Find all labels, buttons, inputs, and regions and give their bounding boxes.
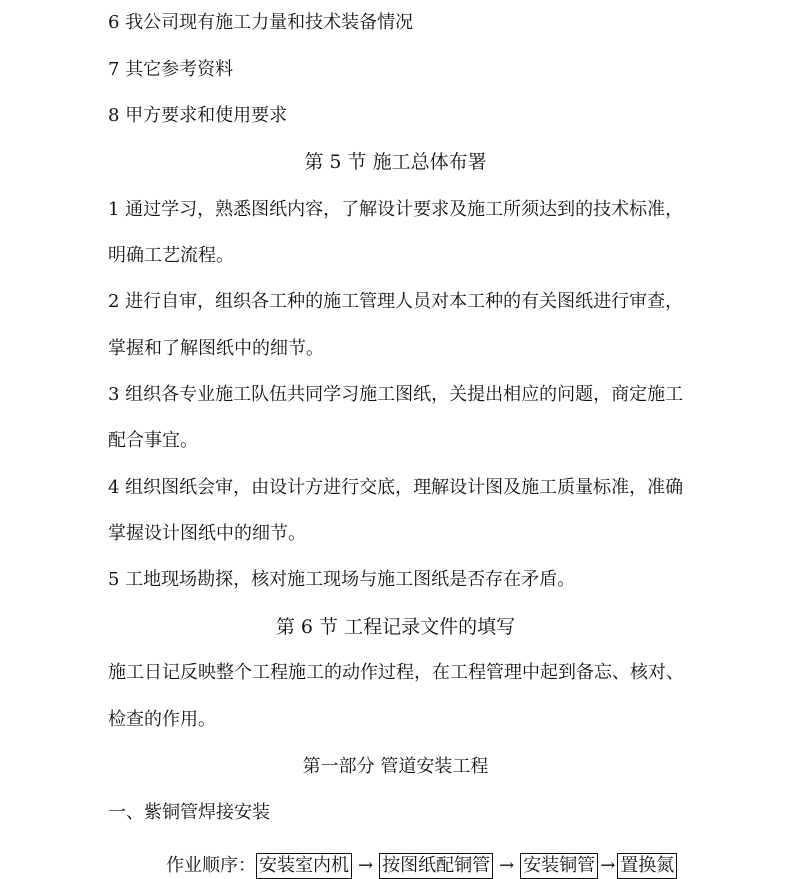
flow-step: 安装铜管: [520, 853, 598, 879]
work-sequence: [166, 853, 677, 879]
paragraph-line: 2 进行自审，组织各工种的施工管理人员对本工种的有关图纸进行审查，: [108, 291, 684, 312]
flow-step: 置换氮: [617, 853, 677, 879]
paragraph-line: 掌握设计图纸中的细节。: [108, 523, 306, 544]
paragraph-line: 明确工艺流程。: [108, 245, 234, 266]
flow-label: 作业顺序：: [166, 855, 256, 876]
paragraph-line: 5 工地现场勘探，核对施工现场与施工图纸是否存在矛盾。: [108, 569, 576, 590]
paragraph-line: 4 组织图纸会审，由设计方进行交底，理解设计图及施工质量标准，准确: [108, 477, 684, 498]
paragraph-line: 施工日记反映整个工程施工的动作过程，在工程管理中起到备忘、核对、: [108, 662, 684, 683]
arrow-right-icon: →: [499, 855, 515, 876]
paragraph-line: 配合事宜。: [108, 430, 198, 451]
list-item: 7 其它参考资料: [108, 59, 234, 80]
part-1-heading: 第一部分 管道安装工程: [302, 756, 489, 777]
list-item: 6 我公司现有施工力量和技术装备情况: [108, 12, 414, 33]
flow-step: 按图纸配铜管: [379, 853, 493, 879]
arrow-right-icon: →: [600, 855, 616, 876]
section-6-heading: 第 6 节 工程记录文件的填写: [275, 616, 516, 638]
subsection-heading: 一、紫铜管焊接安装: [108, 802, 270, 823]
section-5-heading: 第 5 节 施工总体布署: [304, 151, 487, 173]
paragraph-line: 3 组织各专业施工队伍共同学习施工图纸，关提出相应的问题，商定施工: [108, 384, 684, 405]
paragraph-line: 1 通过学习，熟悉图纸内容，了解设计要求及施工所须达到的技术标准，: [108, 199, 684, 220]
list-item: 8 甲方要求和使用要求: [108, 105, 288, 126]
flow-step: 安装室内机: [256, 853, 352, 879]
arrow-right-icon: →: [358, 855, 374, 876]
paragraph-line: 检查的作用。: [108, 709, 216, 730]
paragraph-line: 掌握和了解图纸中的细节。: [108, 338, 324, 359]
